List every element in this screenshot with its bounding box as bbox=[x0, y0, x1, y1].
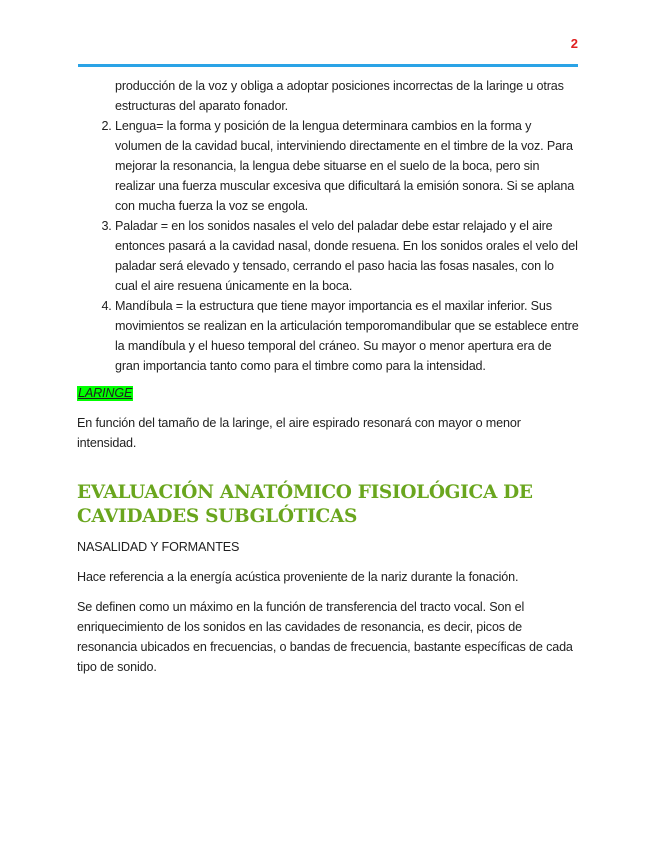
header-rule bbox=[78, 64, 578, 67]
formantes-paragraph: Se definen como un máximo en la función de transferencia del tracto vocal. Son el enriquecimiento de los sonidos en las cavidades de resonancia, es decir, picos de resonancia ubicados en frecuencias, o bandas de frecuencia, bastante específicas de cada tipo de sonido. bbox=[77, 600, 573, 674]
section-subheading: NASALIDAD Y FORMANTES bbox=[77, 540, 240, 554]
page-number: 2 bbox=[570, 36, 578, 51]
resonator-list bbox=[77, 116, 579, 376]
list-item-paladar: 3. Paladar = en los sonidos nasales el velo del paladar debe estar relajado y el aire entonces pasará a la cavidad nasal, donde resuena. En los sonidos orales el velo del paladar será elevado y tensado, cerrando el paso hacia las fosas nasales, con lo cual el aire resuena únicamente en la boca. bbox=[115, 216, 579, 296]
laringe-label: LARINGE bbox=[78, 386, 133, 400]
laringe-paragraph: En función del tamaño de la laringe, el aire espirado resonará con mayor o menor intensidad. bbox=[77, 416, 521, 450]
document-body bbox=[77, 76, 579, 677]
list-item-mandibula: 4. Mandíbula = la estructura que tiene mayor importancia es el maxilar inferior. Sus movimientos se realizan en la articulación temporomandibular que se establece entre la mandíbula y el hueso temporal del cráneo. Su mayor o menor apertura era de gran importancia tanto como para el timbre como para la intensidad. bbox=[115, 296, 579, 376]
section-heading: EVALUACIÓN ANATÓMICO FISIOLÓGICA DE CAVIDADES SUBGLÓTICAS bbox=[77, 482, 533, 527]
list-item-lengua: 2. Lengua= la forma y posición de la lengua determinara cambios en la forma y volumen de la cavidad bucal, interviniendo directamente en el timbre de la voz. Para mejorar la resonancia, la lengua debe situarse en el suelo de la boca, pero sin realizar una fuerza muscular excesiva que dificultará la emisión sonora. Si se aplana con mucha fuerza la voz se engola. bbox=[115, 116, 579, 216]
nasalidad-paragraph: Hace referencia a la energía acústica proveniente de la nariz durante la fonación. bbox=[77, 570, 519, 584]
continued-paragraph: producción de la voz y obliga a adoptar posiciones incorrectas de la laringe u otras estructuras del aparato fonador. bbox=[115, 79, 564, 113]
